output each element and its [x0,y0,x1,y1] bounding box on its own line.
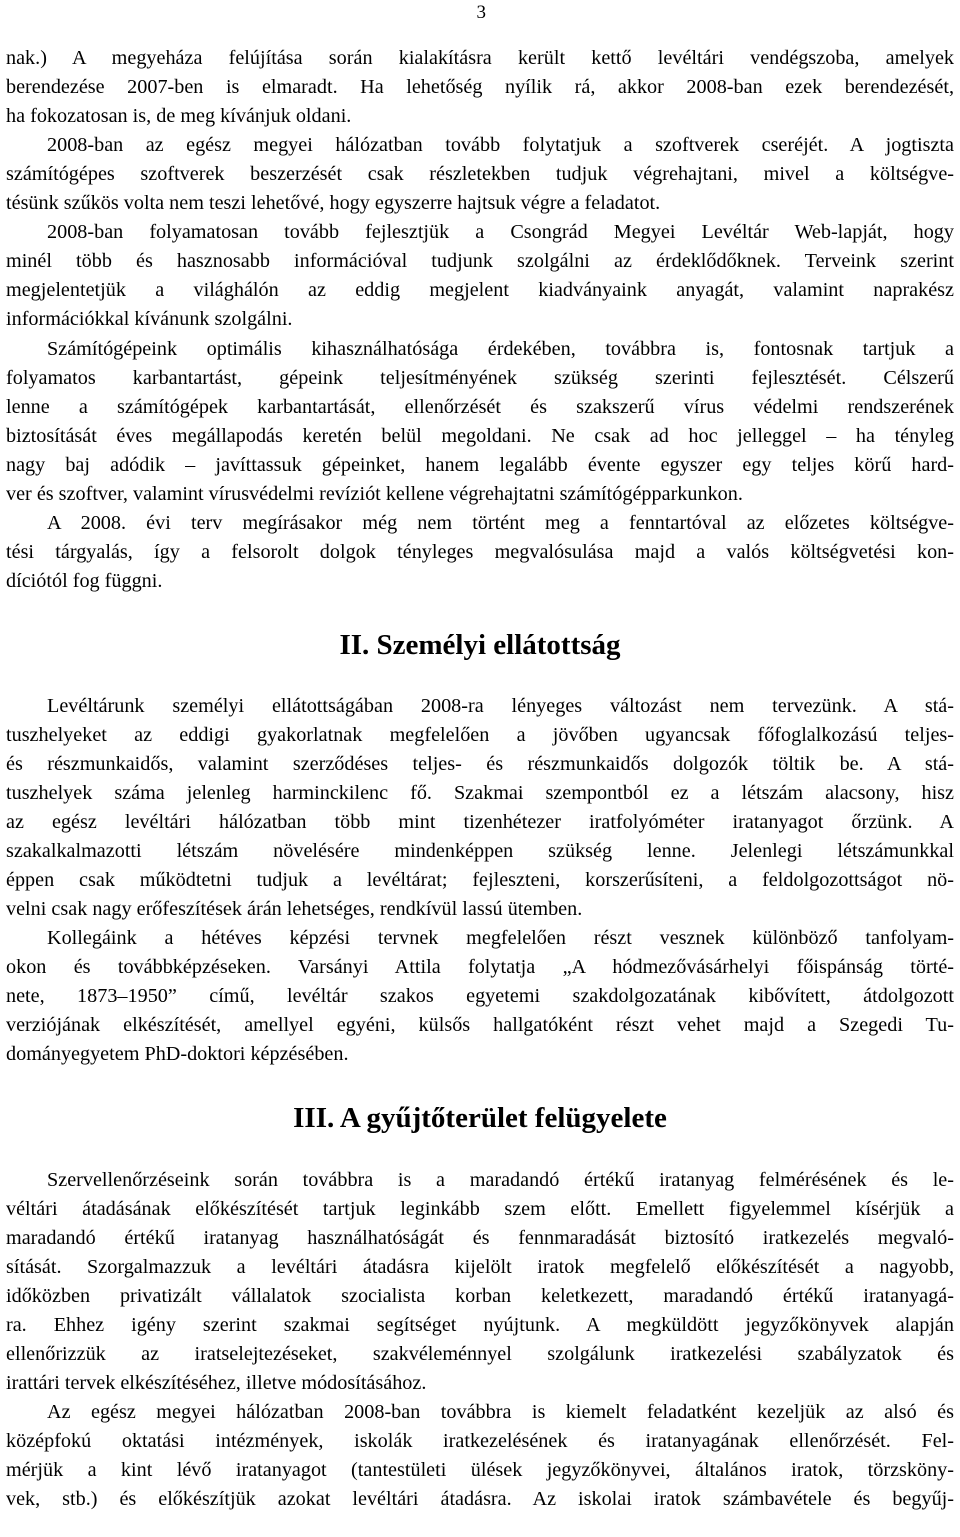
section-heading: II. Személyi ellátottság [339,629,621,661]
paragraph-line: lenne a számítógépek karbantartását, ellenőrzését és szakszerű vírus védelmi rendszerének [6,396,954,418]
paragraph-line: tuszhelyeket az eddigi gyakorlatnak megfelelően a jövőben ugyancsak főfoglalkozású teljes- [6,724,954,746]
paragraph-line: berendezése 2007-ben is elmaradt. Ha lehetőség nyílik rá, akkor 2008-ban ezek berendezését, [6,76,954,98]
paragraph-line: tésünk szűkös volta nem teszi lehetővé, hogy egyszerre hajtsuk végre a feladatot. [6,192,661,214]
paragraph-line: tési tárgyalás, így a felsorolt dolgok tényleges megvalósulása majd a valós költségvetési kon- [6,541,954,563]
paragraph-line: nak.) A megyeháza felújítása során kialakításra került kettő levéltári vendégszoba, amelyek [6,47,954,69]
paragraph-line: biztosítását éves megállapodás keretén belül megoldani. Ne csak ad hoc jelleggel – ha tényleg [6,425,954,447]
paragraph-line: dományegyetem PhD-doktori képzésében. [6,1043,349,1065]
paragraph-line: megjelentetjük a világhálón az eddig megjelent kiadványaink anyagát, valamint naprakész [6,279,954,301]
paragraph-line: számítógépes szoftverek beszerzését csak részletekben tudjuk végrehajtani, mivel a költségve- [6,163,954,185]
paragraph-line: 2008-ban folyamatosan tovább fejlesztjük a Csongrád Megyei Levéltár Web-lapját, hogy [47,221,954,243]
paragraph-line: véltári átadásának előkészítését tartjuk leginkább szem előtt. Emellett figyelemmel kísérjük a [6,1198,954,1220]
paragraph-line: időközben privatizált vállalatok szocialista korban keletkezett, maradandó értékű iratanyagá- [6,1285,954,1307]
paragraph-line: 2008-ban az egész megyei hálózatban tovább folytatjuk a szoftverek cseréjét. A jogtiszta [47,134,954,156]
paragraph-line: információkkal kívánunk szolgálni. [6,308,293,330]
paragraph-line: tuszhelyek száma jelenleg harminckilenc fő. Szakmai szempontból ez a létszám alacsony, hisz [6,782,954,804]
paragraph-line: Kollegáink a hétéves képzési tervnek megfelelően részt vesznek különböző tanfolyam- [47,927,954,949]
section-heading: III. A gyűjtőterület felügyelete [293,1102,667,1134]
paragraph-line: ellenőrizzük az iratselejtezéseket, szakvéleménnyel szolgálunk iratkezelési szabályzatok és [6,1343,954,1365]
paragraph-line: az egész levéltári hálózatban több mint tizenhétezer iratfolyóméter iratanyagot őrzünk. A [6,811,954,833]
paragraph-line: mérjük a kint lévő iratanyagot (tantestületi ülések jegyzőkönyvei, általános iratok, törzsköny- [6,1459,954,1481]
paragraph-line: vek, stb.) és előkészítjük azokat levéltári átadásra. Az iskolai iratok számbavétele és begyűj- [6,1488,954,1510]
paragraph-line: ra. Ehhez igény szerint szakmai segítséget nyújtunk. A megküldött jegyzőkönyvek alapján [6,1314,954,1336]
paragraph-line: Számítógépeink optimális kihasználhatósága érdekében, továbbra is, fontosnak tartjuk a [47,338,954,360]
paragraph-line: Az egész megyei hálózatban 2008-ban továbbra is kiemelt feladatként kezeljük az alsó és [47,1401,954,1423]
paragraph-line: nagy baj adódik – javíttassuk gépeinket, hanem legalább évente egyszer egy teljes körű hard- [6,454,954,476]
paragraph-line: sítását. Szorgalmazzuk a levéltári átadásra kijelölt iratok megfelelő előkészítését a nagyobb, [6,1256,954,1278]
page-number: 3 [476,2,486,23]
paragraph-line: díciótól fog függni. [6,570,163,592]
paragraph-line: okon és továbbképzéseken. Varsányi Attila folytatja „A hódmezővásárhelyi főispánság törté- [6,956,954,978]
paragraph-line: Szervellenőrzéseink során továbbra is a maradandó értékű iratanyag felmérésének és le- [47,1169,954,1191]
paragraph-line: maradandó értékű iratanyag használhatóságát és fennmaradását biztosító iratkezelés megvaló- [6,1227,954,1249]
paragraph-line: verziójának elkészítését, amellyel egyéni, külsős hallgatóként részt vehet majd a Szegedi Tu- [6,1014,954,1036]
paragraph-line: középfokú oktatási intézmények, iskolák iratkezelésének és iratanyagának ellenőrzését. Fel- [6,1430,954,1452]
paragraph-line: és részmunkaidős, valamint szerződéses teljes- és részmunkaidős dolgozók töltik be. A stá- [6,753,954,775]
paragraph-line: nete, 1873–1950” című, levéltár szakos egyetemi szakdolgozatának kibővített, átdolgozott [6,985,954,1007]
paragraph-line: A 2008. évi terv megírásakor még nem történt meg a fenntartóval az előzetes költségve- [47,512,954,534]
paragraph-line: Levéltárunk személyi ellátottságában 2008-ra lényeges változást nem tervezünk. A stá- [47,695,954,717]
paragraph-line: szakalkalmazotti létszám növelésére mindenképpen szükség lenne. Jelenlegi létszámunkkal [6,840,954,862]
paragraph-line: velni csak nagy erőfeszítések árán lehetséges, rendkívül lassú ütemben. [6,898,583,920]
paragraph-line: éppen csak működtetni tudjuk a levéltárat; fejleszteni, korszerűsíteni, a feldolgozottságot nö- [6,869,954,891]
paragraph-line: ha fokozatosan is, de meg kívánjuk oldani. [6,105,352,127]
paragraph-line: minél több és hasznosabb információval tudjunk szolgálni az érdeklődőknek. Terveink szerint [6,250,954,272]
paragraph-line: folyamatos karbantartást, gépeink teljesítményének szükség szerinti fejlesztését. Célszerű [6,367,954,389]
paragraph-line: ver és szoftver, valamint vírusvédelmi revíziót kellene végrehajtatni számítógépparkunkon. [6,483,743,505]
paragraph-line: irattári tervek elkészítéséhez, illetve módosításához. [6,1372,427,1394]
